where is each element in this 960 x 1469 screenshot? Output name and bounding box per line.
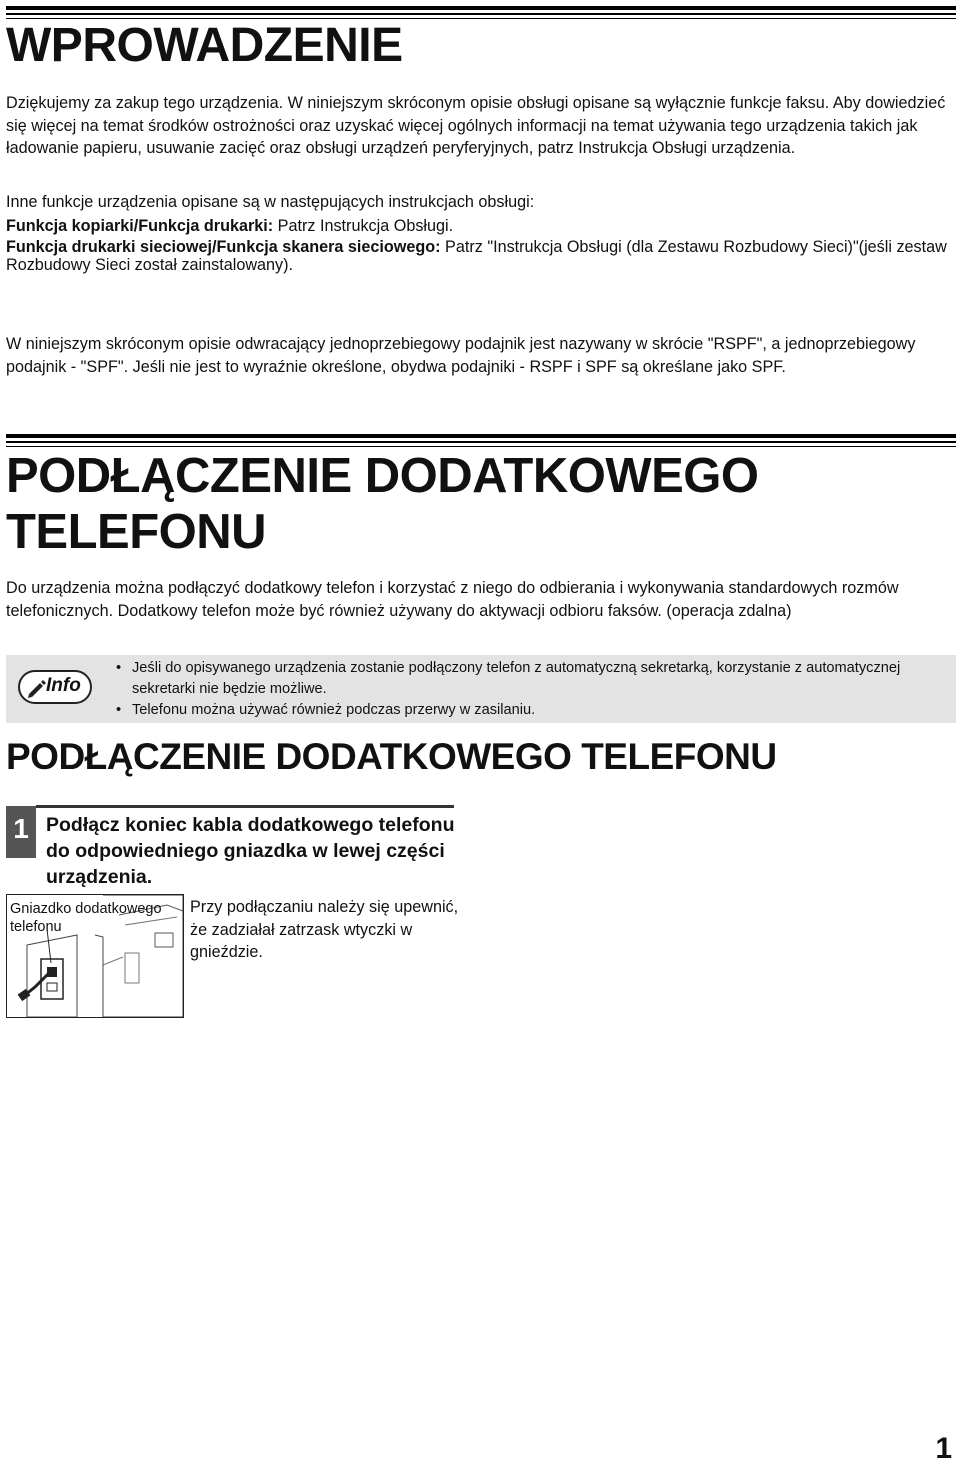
section-rule — [6, 434, 956, 447]
info-label: Info — [46, 675, 81, 696]
step-rule — [36, 805, 454, 808]
section-title-line2: TELEFONU — [6, 505, 267, 559]
subsection-title: PODŁĄCZENIE DODATKOWEGO TELEFONU — [6, 736, 777, 777]
intro-paragraph: Dziękujemy za zakup tego urządzenia. W niniejszym skróconym opisie obsługi opisane są wyłącznie funkcje faksu. Aby dowiedzieć się więcej na temat środków ostrożności oraz uzyskać więcej ogólnych informacji na temat używania tego urządzenia takich jak ładowanie papieru, usuwanie zacięć oraz obsługi urządzeń peryferyjnych, patrz Instrukcja Obsługi urządzenia. — [6, 94, 946, 157]
pencil-icon — [26, 677, 48, 699]
step-title: Podłącz koniec kabla dodatkowego telefonu do odpowiedniego gniazdka w lewej części urządzenia. — [46, 814, 455, 888]
network-reference — [6, 238, 956, 274]
connection-note: Przy podłączaniu należy się upewnić, że zadziałał zatrzask wtyczki w gnieździe. — [190, 898, 459, 961]
section-title-podlaczenie — [6, 448, 956, 560]
other-functions-paragraph: Inne funkcje urządzenia opisane są w następujących instrukcjach obsługi: — [6, 193, 535, 211]
section-title-wprowadzenie: WPROWADZENIE — [6, 19, 403, 72]
network-reference-text: Patrz "Instrukcja Obsługi (dla Zestawu Rozbudowy Sieci)"(jeśli zestaw Rozbudowy Sieci został zainstalowany). — [6, 238, 947, 274]
network-reference-label: Funkcja drukarki sieciowej/Funkcja skanera sieciowego: — [6, 238, 441, 256]
extension-phone-paragraph: Do urządzenia można podłączyć dodatkowy telefon i korzystać z niego do odbierania i wykonywania standardowych rozmów telefonicznych. Dodatkowy telefon może być również używany do aktywacji odbioru faksów. (operacja zdalna) — [6, 579, 899, 620]
copier-printer-reference — [6, 215, 956, 238]
figure-label: Gniazdko dodatkowego telefonu — [10, 901, 162, 935]
info-list — [116, 658, 946, 721]
copier-printer-reference-label: Funkcja kopiarki/Funkcja drukarki: — [6, 217, 274, 235]
info-item: • Jeśli do opisywanego urządzenia zostanie podłączony telefon z automatyczną sekretarką, korzystanie z automatycznej sekretarki nie będzie możliwe. — [116, 658, 946, 700]
step-number: 1 — [6, 806, 36, 858]
info-badge — [18, 670, 92, 704]
info-item: • Telefonu można używać również podczas przerwy w zasilaniu. — [116, 700, 946, 721]
copier-printer-reference-text: Patrz Instrukcja Obsługi. — [273, 217, 454, 235]
page-number: 1 — [935, 1432, 952, 1465]
rspf-spf-paragraph: W niniejszym skróconym opisie odwracający jednoprzebiegowy podajnik jest nazywany w skrócie "RSPF", a jednoprzebiegowy podajnik - "SPF". Jeśli nie jest to wyraźnie określone, obydwa podajniki - RSPF i SPF są określane jako SPF. — [6, 335, 916, 376]
section-title-line1: PODŁĄCZENIE DODATKOWEGO — [6, 449, 759, 503]
